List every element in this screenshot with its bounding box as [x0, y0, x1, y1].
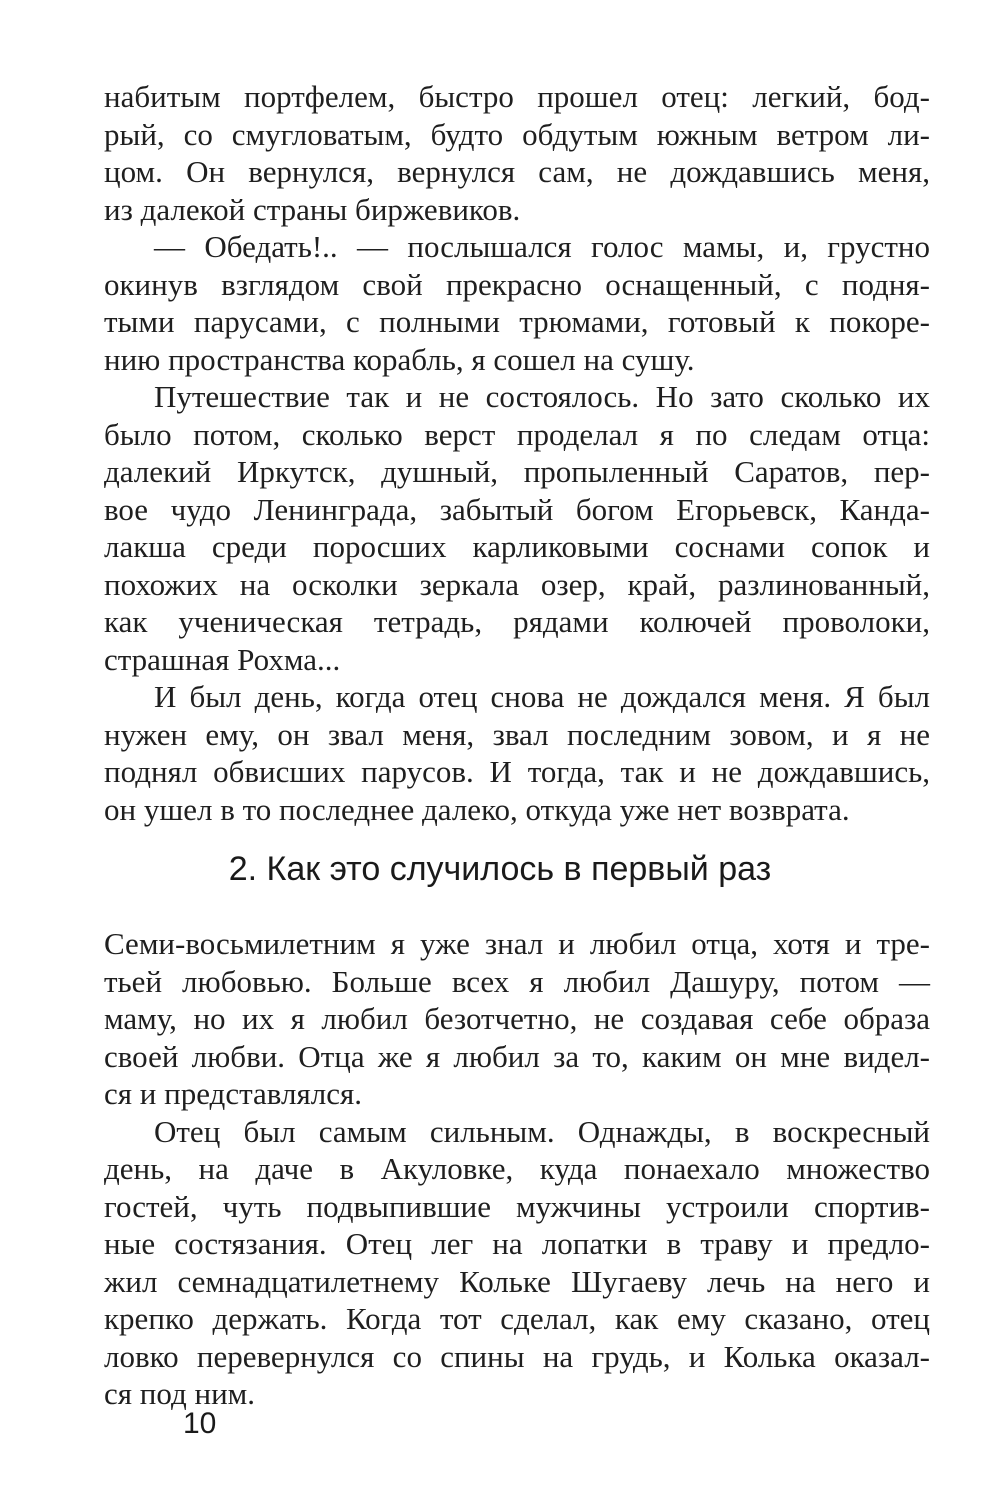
text-line: тыми парусами, с полными трюмами, готовый к покоре-	[104, 304, 930, 339]
text-line: день, на даче в Акуловке, куда понаехало множество	[104, 1151, 930, 1186]
text-line: страшная Рохма...	[104, 641, 341, 677]
page-number: 10	[183, 1407, 217, 1440]
text-line: нужен ему, он звал меня, звал последним зовом, и я не	[104, 716, 930, 752]
text-line: ся и представлялся.	[104, 1076, 362, 1111]
text-line: вое чудо Ленинграда, забытый богом Егорьевск, Канда-	[104, 491, 930, 527]
text-line: тьей любовью. Больше всех я любил Дашуру, потом —	[104, 963, 930, 999]
text-line: — Обедать!.. — послышался голос мамы, и, грустно	[154, 229, 930, 264]
text-line: далекий Иркутск, душный, пропыленный Саратов, пер-	[104, 454, 930, 489]
text-line: было потом, сколько верст проделал я по следам отца:	[104, 416, 930, 452]
text-line: Семи-восьмилетним я уже знал и любил отца, хотя и тре-	[104, 926, 930, 961]
text-line: нию пространства корабль, я сошел на сушу.	[104, 341, 695, 377]
text-line: рый, со смугловатым, будто обдутым южным ветром ли-	[104, 116, 930, 152]
text-line: из далекой страны биржевиков.	[104, 191, 521, 227]
text-line: Отец был самым сильным. Однажды, в воскресный	[154, 1113, 930, 1149]
text-line: жил семнадцатилетнему Кольке Шугаеву лечь на него и	[104, 1263, 930, 1299]
text-line: ные состязания. Отец лег на лопатки в траву и предло-	[104, 1226, 930, 1261]
text-line: поднял обвисших парусов. И тогда, так и не дождавшись,	[104, 754, 930, 789]
text-line: окинув взглядом свой прекрасно оснащенный, с подня-	[104, 266, 930, 302]
text-line: ся под ним.	[104, 1376, 256, 1411]
bottom-text-block	[104, 925, 930, 1413]
text-line: набитым портфелем, быстро прошел отец: легкий, бод-	[104, 79, 930, 114]
text-line: крепко держать. Когда тот сделал, как ему сказано, отец	[104, 1301, 930, 1336]
text-line: маму, но их я любил безотчетно, не создавая себе образа	[104, 1001, 930, 1036]
text-line: лакша среди поросших карликовыми соснами сопок и	[104, 529, 930, 564]
top-text-block	[104, 78, 930, 828]
text-line: ловко перевернулся со спины на грудь, и Колька оказал-	[104, 1338, 930, 1374]
text-line: как ученическая тетрадь, рядами колючей проволоки,	[104, 604, 930, 639]
text-line: И был день, когда отец снова не дождался меня. Я был	[154, 679, 930, 714]
text-line: Путешествие так и не состоялось. Но зато сколько их	[154, 379, 930, 414]
text-line: он ушел в то последнее далеко, откуда уже нет возврата.	[104, 791, 850, 827]
text-line: похожих на осколки зеркала озер, край, разлинованный,	[104, 566, 930, 602]
text-line: гостей, чуть подвыпившие мужчины устроили спортив-	[104, 1188, 930, 1224]
section-heading: 2. Как это случилось в первый раз	[228, 850, 772, 888]
text-line: своей любви. Отца же я любил за то, каким он мне видел-	[104, 1038, 930, 1074]
text-line: цом. Он вернулся, вернулся сам, не дождавшись меня,	[104, 154, 930, 189]
